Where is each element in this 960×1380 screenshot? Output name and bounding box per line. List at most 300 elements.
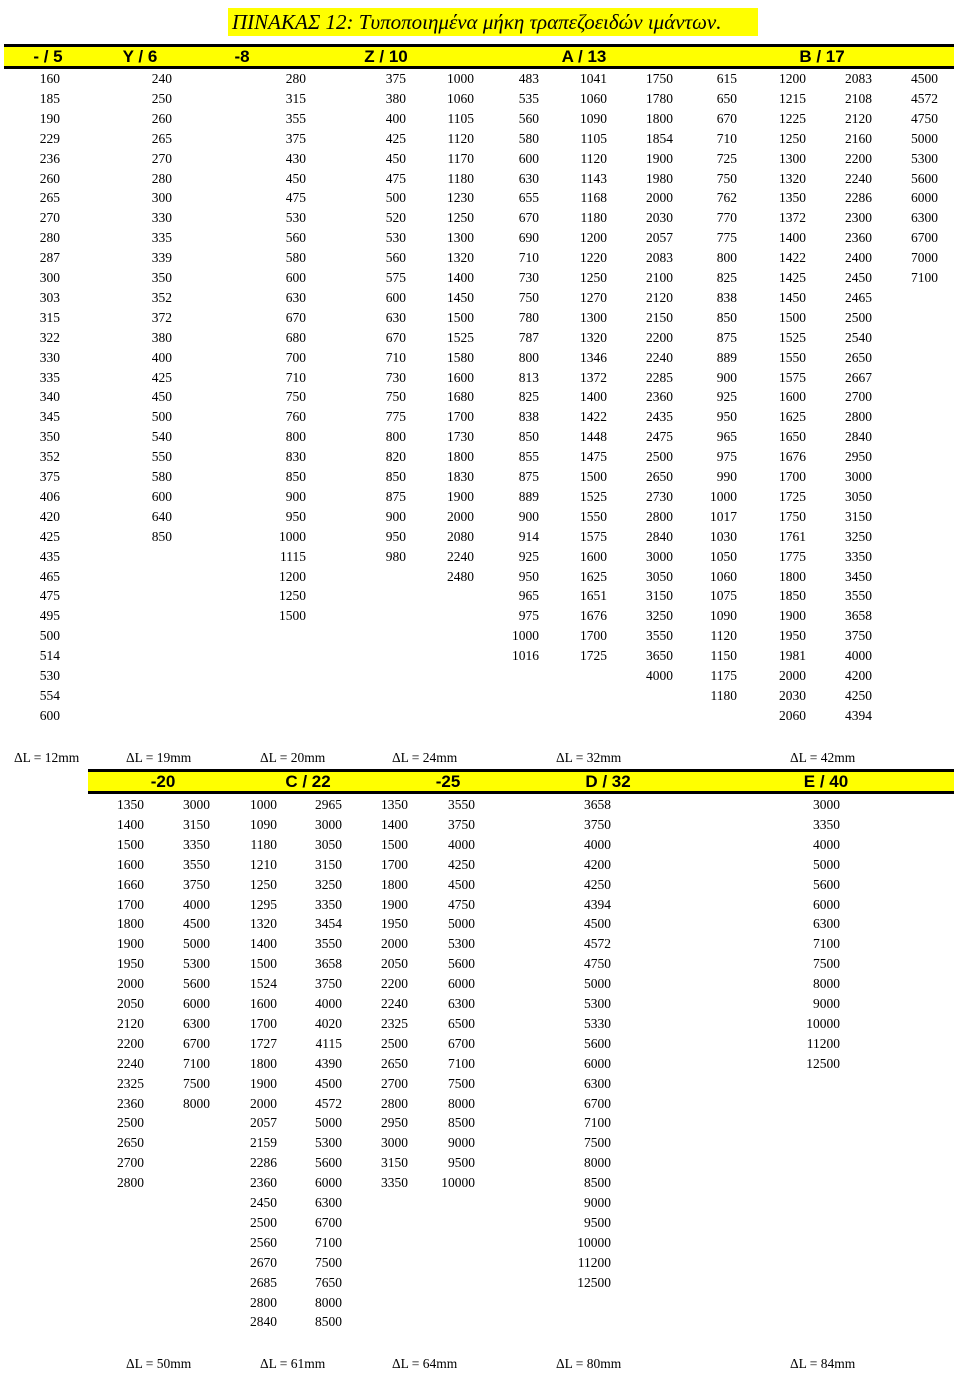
table-cell: 9500: [584, 1214, 611, 1230]
table-cell: 2650: [117, 1135, 144, 1151]
table-cell: 6700: [584, 1095, 611, 1111]
table-cell: 1750: [779, 508, 806, 524]
table-cell: 4000: [448, 836, 475, 852]
table-cell: 9000: [448, 1135, 475, 1151]
table-cell: 6700: [448, 1035, 475, 1051]
column-header: B / 17: [799, 47, 845, 66]
table-cell: 3000: [646, 548, 673, 564]
table-cell: 7500: [813, 956, 840, 972]
table-cell: 280: [39, 230, 60, 246]
table-cell: 303: [39, 289, 60, 305]
table-cell: 2965: [315, 797, 342, 812]
table-cell: 1400: [779, 230, 806, 246]
table-cell: 9000: [813, 996, 840, 1011]
table-cell: 1250: [447, 210, 474, 226]
table-cell: 2500: [117, 1115, 144, 1131]
table-cell: 1180: [580, 210, 607, 226]
table-cell: 670: [385, 329, 406, 345]
table-cell: 787: [518, 329, 539, 345]
table-cell: 1854: [646, 130, 673, 146]
table-cell: 3750: [448, 816, 475, 832]
delta-label: ΔL = 19mm: [126, 750, 192, 765]
table-cell: 2150: [646, 309, 673, 325]
table-cell: 1041: [580, 71, 607, 86]
table-cell: 1250: [279, 588, 306, 604]
table-cell: 1143: [580, 170, 607, 186]
table-cell: 760: [285, 409, 306, 425]
table-cell: 6700: [911, 230, 938, 246]
table-cell: 400: [151, 349, 172, 365]
table-cell: 1115: [280, 548, 306, 564]
table-cell: 850: [518, 429, 539, 445]
table-cell: 1725: [580, 648, 607, 664]
table-cell: 540: [151, 429, 172, 445]
table-cell: 2465: [845, 289, 872, 305]
table-cell: 514: [39, 648, 60, 664]
table-cell: 900: [518, 508, 539, 524]
table-cell: 7100: [183, 1055, 210, 1071]
table-cell: 1060: [710, 568, 737, 584]
table-cell: 1210: [250, 856, 277, 872]
table-cell: 4572: [911, 90, 938, 106]
table-cell: 1220: [580, 250, 607, 266]
table-cell: 2000: [779, 668, 806, 683]
table-cell: 914: [518, 528, 539, 544]
delta-label: ΔL = 12mm: [14, 750, 80, 765]
table-cell: 1525: [447, 329, 474, 345]
table-cell: 1600: [250, 996, 277, 1011]
table-cell: 1676: [580, 608, 607, 624]
table-cell: 3750: [845, 628, 872, 644]
table-cell: 260: [151, 110, 172, 126]
table-cell: 450: [285, 170, 306, 186]
table-cell: 1200: [279, 568, 306, 584]
table-cell: 3350: [381, 1175, 408, 1191]
table-cell: 1900: [447, 488, 474, 504]
table-cell: 3150: [183, 816, 210, 832]
table-cell: 850: [385, 469, 406, 484]
table-cell: 229: [39, 130, 60, 146]
table-cell: 1120: [580, 150, 607, 166]
table-cell: 1372: [580, 369, 607, 385]
table-cell: 2108: [845, 90, 872, 106]
table-cell: 2300: [845, 210, 872, 226]
table-cell: 1900: [646, 150, 673, 166]
table-cell: 1180: [710, 687, 737, 703]
table-cell: 1450: [447, 289, 474, 305]
table-cell: 1525: [580, 488, 607, 504]
table-cell: 750: [385, 389, 406, 405]
column-header: - / 5: [33, 47, 63, 66]
table-cell: 550: [151, 449, 172, 465]
table-cell: 2500: [381, 1035, 408, 1051]
table-cell: 495: [39, 608, 60, 624]
table-cell: 3550: [845, 588, 872, 604]
table-cell: 615: [716, 71, 737, 86]
table-cell: 889: [518, 488, 539, 504]
delta-label: ΔL = 80mm: [556, 1356, 622, 1371]
table-cell: 530: [39, 668, 60, 683]
table-cell: 950: [385, 528, 406, 544]
table-cell: 4200: [845, 668, 872, 683]
table-cell: 8000: [315, 1294, 342, 1310]
table-cell: 600: [518, 150, 539, 166]
table-cell: 1000: [250, 797, 277, 812]
table-cell: 1150: [710, 648, 737, 664]
table-cell: 8500: [315, 1314, 342, 1330]
table-cell: 1400: [250, 936, 277, 952]
table-cell: 236: [39, 150, 60, 166]
table-cell: 330: [151, 210, 172, 226]
table-cell: 4500: [448, 876, 475, 892]
table-cell: 775: [716, 230, 737, 246]
table-cell: 535: [518, 90, 539, 106]
table-cell: 4250: [584, 876, 611, 892]
table-cell: 11200: [577, 1254, 611, 1270]
table-cell: 1060: [447, 90, 474, 106]
table-cell: 3550: [315, 936, 342, 952]
table-cell: 8500: [448, 1115, 475, 1131]
table-cell: 1800: [779, 568, 806, 584]
table-cell: 1700: [381, 856, 408, 872]
table-cell: 1700: [580, 628, 607, 644]
table-cell: 3658: [584, 797, 611, 812]
table-cell: 2500: [646, 449, 673, 465]
table-cell: 315: [285, 90, 306, 106]
table-cell: 1170: [447, 150, 474, 166]
table-cell: 475: [39, 588, 60, 604]
table-cell: 1761: [779, 528, 806, 544]
table-cell: 2050: [117, 996, 144, 1011]
table-cell: 1980: [646, 170, 673, 186]
table-cell: 780: [518, 309, 539, 325]
table-cell: 2685: [250, 1274, 277, 1290]
table-cell: 2200: [845, 150, 872, 166]
table-cell: 1600: [580, 548, 607, 564]
table-cell: 240: [151, 71, 172, 86]
delta-label: ΔL = 84mm: [790, 1356, 856, 1371]
table-cell: 1075: [710, 588, 737, 604]
table-cell: 5000: [584, 976, 611, 992]
table-cell: 1350: [117, 797, 144, 812]
table-cell: 1625: [779, 409, 806, 425]
table-cell: 980: [385, 548, 406, 564]
table-cell: 2000: [447, 508, 474, 524]
table-cell: 322: [39, 329, 60, 345]
table-cell: 7500: [448, 1075, 475, 1091]
table-cell: 1900: [250, 1075, 277, 1091]
table-cell: 950: [716, 409, 737, 425]
table-cell: 725: [716, 150, 737, 166]
table-cell: 6000: [315, 1175, 342, 1191]
column-header: Z / 10: [364, 47, 408, 66]
table-cell: 3000: [183, 797, 210, 812]
table-cell: 2800: [117, 1175, 144, 1191]
table-cell: 10000: [806, 1015, 840, 1031]
table-cell: 9500: [448, 1155, 475, 1171]
table-cell: 5300: [584, 996, 611, 1011]
table-cell: 190: [39, 110, 60, 126]
table-cell: 1500: [117, 836, 144, 852]
table-cell: 1000: [279, 528, 306, 544]
table-cell: 750: [518, 289, 539, 305]
table-cell: 1950: [117, 956, 144, 972]
table-cell: 1250: [580, 270, 607, 285]
table-cell: 287: [39, 250, 60, 266]
table-cell: 2475: [646, 429, 673, 445]
table-cell: 1000: [512, 628, 539, 644]
table-cell: 375: [39, 469, 60, 484]
table-cell: 4250: [448, 856, 475, 872]
table-cell: 4000: [183, 896, 210, 912]
table-cell: 2650: [845, 349, 872, 365]
table-cell: 770: [716, 210, 737, 226]
table-cell: 1016: [512, 648, 539, 664]
table-cell: 560: [385, 250, 406, 266]
table-cell: 375: [385, 71, 406, 86]
table-cell: 1800: [646, 110, 673, 126]
table-cell: 5300: [911, 150, 938, 166]
table-cell: 355: [285, 110, 306, 126]
table-cell: 1575: [580, 528, 607, 544]
table-cell: 630: [285, 289, 306, 305]
table-cell: 2360: [845, 230, 872, 246]
table-cell: 1651: [580, 588, 607, 604]
table-cell: 1600: [779, 389, 806, 405]
table-cell: 3150: [646, 588, 673, 604]
table-cell: 4000: [646, 668, 673, 683]
table-cell: 925: [716, 389, 737, 405]
table-cell: 4500: [183, 916, 210, 932]
table-cell: 315: [39, 309, 60, 325]
table-cell: 400: [385, 110, 406, 126]
table-cell: 1000: [447, 71, 474, 86]
table-cell: 5000: [448, 916, 475, 932]
table-cell: 7000: [911, 250, 938, 266]
table-cell: 3550: [183, 856, 210, 872]
column-header: -20: [150, 772, 176, 791]
table-cell: 2057: [250, 1115, 277, 1131]
table-cell: 3050: [315, 836, 342, 852]
table-cell: 775: [385, 409, 406, 425]
table-cell: 1120: [710, 628, 737, 644]
table-cell: 4390: [315, 1055, 342, 1071]
table-cell: 3250: [845, 528, 872, 544]
table-cell: 1300: [447, 230, 474, 246]
table-cell: 5000: [315, 1115, 342, 1131]
column-header: E / 40: [803, 772, 849, 791]
table-cell: 1775: [779, 548, 806, 564]
table-cell: 2840: [845, 429, 872, 445]
table-cell: 1180: [447, 170, 474, 186]
table-cell: 2360: [117, 1095, 144, 1111]
table-cell: 560: [518, 110, 539, 126]
table-cell: 3750: [584, 816, 611, 832]
table-cell: 500: [39, 628, 60, 644]
column-header: -8: [234, 47, 250, 66]
table-cell: 6300: [813, 916, 840, 932]
table-cell: 1525: [779, 329, 806, 345]
table-cell: 1350: [381, 797, 408, 812]
table-cell: 1800: [381, 876, 408, 892]
table-cell: 10000: [577, 1234, 611, 1250]
table-cell: 1320: [447, 250, 474, 266]
table-cell: 1650: [779, 429, 806, 445]
table-cell: 1120: [447, 130, 474, 146]
table-cell: 3450: [845, 568, 872, 584]
table-cell: 1600: [117, 856, 144, 872]
table-cell: 2360: [646, 389, 673, 405]
table-cell: 580: [151, 469, 172, 484]
delta-label: ΔL = 20mm: [260, 750, 326, 765]
table-cell: 1320: [779, 170, 806, 186]
table-cell: 6300: [911, 210, 938, 226]
table-cell: 580: [518, 130, 539, 146]
table-cell: 2083: [845, 71, 872, 86]
table-cell: 2240: [447, 548, 474, 564]
table-cell: 2100: [646, 270, 673, 285]
table-cell: 3000: [845, 469, 872, 484]
table-cell: 2450: [250, 1195, 277, 1210]
table-cell: 975: [716, 449, 737, 465]
delta-label: ΔL = 42mm: [790, 750, 856, 765]
table-cell: 1830: [447, 469, 474, 484]
table-cell: 4000: [315, 996, 342, 1011]
table-cell: 2286: [845, 190, 872, 206]
table-cell: 2700: [845, 389, 872, 405]
table-cell: 800: [385, 429, 406, 445]
table-cell: 1850: [779, 588, 806, 604]
table-cell: 6000: [448, 976, 475, 992]
table-cell: 825: [518, 389, 539, 405]
table-cell: 1090: [250, 816, 277, 832]
table-cell: 1727: [250, 1035, 277, 1051]
table-cell: 6300: [448, 996, 475, 1011]
table-cell: 406: [39, 488, 60, 504]
table-cell: 850: [285, 469, 306, 484]
table-cell: 1400: [447, 270, 474, 285]
delta-label: ΔL = 61mm: [260, 1356, 326, 1371]
table-cell: 4500: [584, 916, 611, 932]
table-cell: 335: [39, 369, 60, 385]
table-cell: 1730: [447, 429, 474, 445]
table-cell: 3250: [315, 876, 342, 892]
table-cell: 2240: [381, 996, 408, 1011]
table-cell: 1300: [779, 150, 806, 166]
table-cell: 6300: [183, 1015, 210, 1031]
table-cell: 350: [39, 429, 60, 445]
table-cell: 430: [285, 150, 306, 166]
table-cell: 12500: [806, 1055, 840, 1071]
table-cell: 2057: [646, 230, 673, 246]
table-cell: 3000: [813, 797, 840, 812]
table-cell: 800: [285, 429, 306, 445]
table-cell: 1725: [779, 488, 806, 504]
table-cell: 750: [285, 389, 306, 405]
table-cell: 500: [385, 190, 406, 206]
table-cell: 1200: [580, 230, 607, 246]
table-cell: 900: [716, 369, 737, 385]
table-cell: 280: [285, 71, 306, 86]
table-cell: 2120: [646, 289, 673, 305]
table-cell: 250: [151, 90, 172, 106]
table-cell: 630: [385, 309, 406, 325]
table-cell: 1500: [447, 309, 474, 325]
table-cell: 1017: [710, 508, 737, 524]
table-cell: 2540: [845, 329, 872, 345]
table-cell: 2200: [381, 976, 408, 992]
table-cell: 2000: [646, 190, 673, 206]
table-cell: 4000: [845, 648, 872, 664]
table-cell: 1090: [580, 110, 607, 126]
table-cell: 1550: [779, 349, 806, 365]
table-cell: 2000: [381, 936, 408, 952]
table-cell: 530: [385, 230, 406, 246]
table-cell: 2160: [845, 130, 872, 146]
table-cell: 5000: [813, 856, 840, 872]
table-cell: 1700: [250, 1015, 277, 1031]
table-cell: 6300: [584, 1075, 611, 1091]
table-cell: 1250: [779, 130, 806, 146]
table-cell: 1320: [580, 329, 607, 345]
table-cell: 4750: [448, 896, 475, 912]
table-cell: 8000: [183, 1095, 210, 1111]
table-cell: 9000: [584, 1195, 611, 1210]
table-cell: 1800: [250, 1055, 277, 1071]
table-cell: 1981: [779, 648, 806, 664]
table-cell: 475: [385, 170, 406, 186]
table-cell: 1060: [580, 90, 607, 106]
column-header: D / 32: [585, 772, 631, 791]
table-cell: 710: [285, 369, 306, 385]
table-cell: 2000: [250, 1095, 277, 1111]
table-cell: 2083: [646, 250, 673, 266]
column-header: -25: [435, 772, 461, 791]
table-cell: 1676: [779, 449, 806, 465]
table-cell: 3550: [646, 628, 673, 644]
table-cell: 340: [39, 389, 60, 405]
table-cell: 5600: [315, 1155, 342, 1171]
table-cell: 7100: [315, 1234, 342, 1250]
table-cell: 2500: [250, 1214, 277, 1230]
table-cell: 2060: [779, 707, 806, 723]
table-cell: 5000: [911, 130, 938, 146]
table-cell: 260: [39, 170, 60, 186]
column-header: Y / 6: [122, 47, 158, 66]
table-cell: 2650: [646, 469, 673, 484]
table-cell: 1400: [117, 816, 144, 832]
table-cell: 3658: [315, 956, 342, 972]
table-cell: 2800: [646, 508, 673, 524]
table-cell: 1346: [580, 349, 607, 365]
table-cell: 3350: [845, 548, 872, 564]
table-cell: 900: [285, 488, 306, 504]
table-cell: 855: [518, 449, 539, 465]
table-cell: 520: [385, 210, 406, 226]
table-cell: 2240: [117, 1055, 144, 1071]
table-cell: 838: [716, 289, 737, 305]
table-cell: 1750: [646, 71, 673, 86]
table-cell: 1524: [250, 976, 277, 992]
table-cell: 330: [39, 349, 60, 365]
table-cell: 450: [385, 150, 406, 166]
table-cell: 762: [716, 190, 737, 206]
table-cell: 1475: [580, 449, 607, 465]
table-cell: 2285: [646, 369, 673, 385]
table-cell: 600: [151, 488, 172, 504]
table-cell: 2030: [646, 210, 673, 226]
table-cell: 425: [151, 369, 172, 385]
